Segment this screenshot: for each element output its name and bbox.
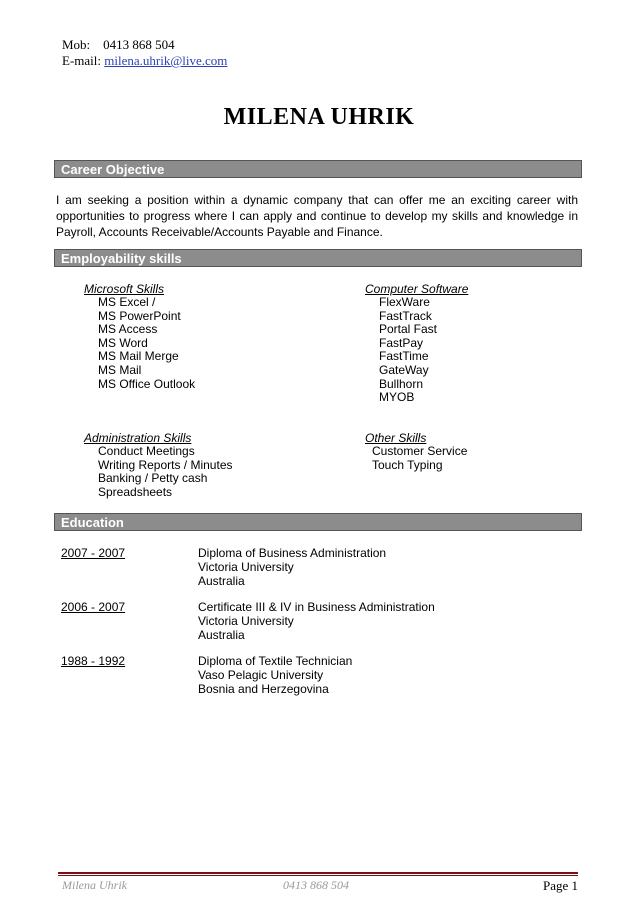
education-entry [198, 654, 352, 696]
education-date: 1988 - 1992 [61, 654, 126, 668]
section-header-employability: Employability skills [54, 249, 582, 267]
other-skills-title: Other Skills [365, 431, 427, 445]
list-item: FastPay [379, 335, 424, 350]
list-item: MYOB [379, 390, 415, 405]
objective-text: I am seeking a position within a dynamic company that can offer me an exciting career with opportunities to progress where I can apply and continue to develop my skills and knowledge in Payroll, Accounts Receivable/Accounts Payable and Finance. [56, 193, 578, 239]
microsoft-skills-list [84, 296, 195, 391]
mobile-label: Mob: [62, 37, 91, 52]
list-item: Writing Reports / Minutes [98, 457, 233, 472]
email-link[interactable]: milena.uhrik@live.com [104, 53, 228, 68]
education-institution: Victoria University [198, 614, 294, 628]
list-item: MS Word [98, 335, 148, 350]
administration-skills-list [84, 445, 233, 499]
administration-skills [84, 431, 233, 499]
education-entry [198, 546, 386, 588]
administration-skills-title: Administration Skills [84, 431, 192, 445]
list-item: MS Office Outlook [98, 376, 196, 391]
section-header-education: Education [54, 513, 582, 531]
computer-software [365, 282, 468, 405]
footer-page-number: Page 1 [542, 878, 578, 893]
education-institution: Vaso Pelagic University [198, 668, 324, 682]
list-item: Customer Service [372, 444, 468, 458]
education-qualification: Certificate III & IV in Business Administration [198, 600, 435, 614]
list-item: MS Mail [98, 362, 142, 377]
footer-divider-thin [58, 875, 578, 876]
section-header-career-objective: Career Objective [54, 160, 582, 178]
education-institution: Victoria University [198, 560, 294, 574]
list-item: GateWay [379, 362, 429, 377]
list-item: Touch Typing [372, 457, 443, 472]
education-dates [61, 600, 125, 614]
education-country: Australia [198, 628, 245, 642]
email-label: E-mail: [62, 53, 101, 68]
contact-email [62, 53, 227, 69]
list-item: FastTime [379, 349, 429, 364]
list-item: FlexWare [379, 295, 430, 309]
education-country: Australia [198, 574, 245, 588]
computer-software-title: Computer Software [365, 282, 469, 296]
page-title: MILENA UHRIK [223, 104, 415, 130]
footer-name: Milena Uhrik [62, 878, 127, 892]
education-dates [61, 654, 125, 668]
mobile-value: 0413 868 504 [103, 37, 175, 52]
list-item: MS Access [98, 322, 158, 337]
microsoft-skills-title: Microsoft Skills [84, 282, 165, 296]
computer-software-list [365, 296, 468, 405]
list-item: MS PowerPoint [98, 308, 181, 323]
education-entry [198, 600, 435, 642]
footer-divider [58, 872, 578, 874]
education-date: 2006 - 2007 [61, 600, 126, 614]
contact-mobile [62, 37, 175, 53]
footer-phone: 0413 868 504 [283, 878, 349, 892]
list-item: MS Excel / [98, 295, 156, 309]
list-item: Banking / Petty cash [98, 471, 208, 486]
other-skills [365, 431, 467, 472]
education-date: 2007 - 2007 [61, 546, 126, 560]
other-skills-list [365, 445, 467, 472]
list-item: Portal Fast [379, 322, 438, 337]
microsoft-skills [84, 282, 195, 391]
education-country: Bosnia and Herzegovina [198, 682, 329, 696]
list-item: FastTrack [379, 308, 432, 323]
list-item: Conduct Meetings [98, 444, 195, 458]
education-qualification: Diploma of Textile Technician [198, 654, 353, 668]
education-dates [61, 546, 125, 560]
list-item: Spreadsheets [98, 484, 173, 499]
list-item: Bullhorn [379, 376, 424, 391]
education-qualification: Diploma of Business Administration [198, 546, 387, 560]
list-item: MS Mail Merge [98, 349, 179, 364]
